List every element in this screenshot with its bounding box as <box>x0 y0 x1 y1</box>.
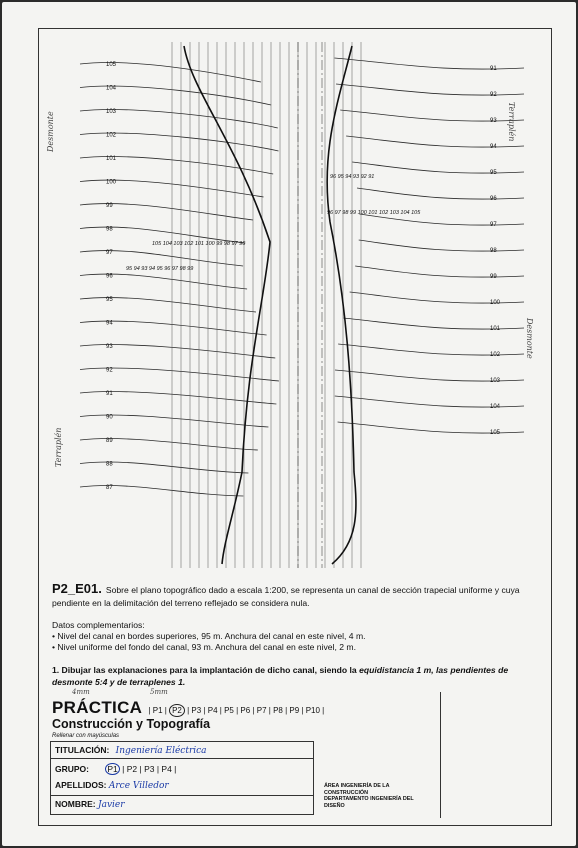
side-note-terraplen-left: Terraplén <box>54 427 63 467</box>
contour-label: 101 <box>106 156 117 162</box>
divider <box>51 758 313 759</box>
contour-label: 94 <box>490 144 497 150</box>
data-item: • Nivel del canal en bordes superiores, 95 m. Anchura del canal en este nivel, 4 m. <box>52 631 366 641</box>
contour-label: 103 <box>106 109 117 115</box>
practice-option[interactable]: P6 <box>240 706 251 715</box>
contour-label: 89 <box>106 438 113 444</box>
practice-option[interactable]: P5 <box>224 706 234 715</box>
side-note-terraplen-right: Terraplén <box>507 102 516 142</box>
contour-label: 101 <box>490 326 501 332</box>
practice-option[interactable]: P1 <box>152 706 163 715</box>
contour-labels <box>106 62 501 491</box>
grupo-option[interactable]: P3 <box>144 764 155 774</box>
contour-line <box>80 486 243 496</box>
department-block: ÁREA INGENIERÍA DE LA CONSTRUCCIÓN DEPARTAMENTO INGENIERÍA DEL DISEÑO <box>324 783 414 809</box>
titulacion-row: TITULACIÓN: Ingeniería Eléctrica <box>55 745 207 756</box>
contour-label: 91 <box>490 66 497 72</box>
contour-line <box>80 251 243 266</box>
profile-values: 105 104 103 102 101 100 99 98 97 96 <box>152 241 246 247</box>
block-divider <box>440 692 441 818</box>
contour-label: 98 <box>106 226 113 233</box>
contour-label: 92 <box>490 92 497 98</box>
contour-line <box>352 162 524 173</box>
fill-hint: Rellenar con mayúsculas <box>52 733 120 739</box>
student-form <box>50 741 314 815</box>
contour-line <box>355 266 524 277</box>
contour-label: 100 <box>106 179 117 186</box>
grupo-row: GRUPO: P1 | P2 | P3 | P4 | <box>55 764 177 774</box>
contour-label: 99 <box>106 203 113 209</box>
contour-label: 103 <box>490 378 501 384</box>
contour-label: 100 <box>490 300 501 306</box>
practice-option[interactable]: P2 <box>169 704 185 717</box>
side-note-desmonte-right: Desmonte <box>525 318 534 359</box>
grupo-options: P1 | P2 | P3 | P4 | <box>107 764 177 774</box>
contour-label: 96 <box>490 196 497 202</box>
side-note-desmonte-left: Desmonte <box>46 111 55 152</box>
handwritten-dim-1: 4mm <box>72 688 90 696</box>
task-instruction: 1. Dibujar las explanaciones para la implantación de dicho canal, siendo la equidistancia 1 m, las pendientes de desmonte 5:4 y de terraplenes 1. <box>52 665 509 687</box>
practica-title: PRÁCTICA <box>52 698 143 717</box>
contour-label: 95 <box>490 170 497 176</box>
contour-line <box>359 240 524 251</box>
grupo-option[interactable]: P1 <box>107 764 118 774</box>
canal-outline <box>184 46 356 564</box>
profile-values: 95 94 93 94 95 96 97 98 99 <box>126 266 194 272</box>
profile-values: 96 95 94 93 92 91 <box>330 174 375 180</box>
contour-label: 90 <box>106 414 113 421</box>
exercise-code: P2_E01. <box>52 581 102 596</box>
contour-label: 105 <box>490 430 501 436</box>
contour-label: 93 <box>490 118 497 124</box>
contour-label: 95 <box>106 297 113 303</box>
canal-right-edge <box>327 46 356 564</box>
nombre-value: Javier <box>97 800 125 810</box>
data-item: • Nivel uniforme del fondo del canal, 93 m. Anchura del canal en este nivel, 2 m. <box>52 642 356 652</box>
contour-label: 102 <box>106 132 117 139</box>
contour-lines <box>80 58 524 496</box>
practice-list: | P1 | P2 | P3 | P4 | P5 | P6 | P7 | P8 | P9 | P10 | <box>146 706 325 715</box>
contour-label: 91 <box>106 391 113 397</box>
contour-label: 92 <box>106 367 113 374</box>
contour-line <box>357 188 524 199</box>
contour-label: 87 <box>106 485 113 491</box>
apellidos-row: APELLIDOS: Arce Villedor <box>55 780 169 791</box>
complementary-data <box>52 620 366 653</box>
contour-label: 105 <box>106 62 117 68</box>
nombre-row: NOMBRE: Javier <box>55 799 125 810</box>
contour-label: 97 <box>490 222 497 228</box>
contour-label: 104 <box>106 85 117 92</box>
data-title: Datos complementarios: <box>52 620 145 630</box>
contour-line <box>346 136 524 147</box>
practice-header <box>52 698 324 718</box>
grupo-option[interactable]: P2 <box>126 764 138 774</box>
contour-label: 104 <box>490 404 501 410</box>
contour-label: 102 <box>490 352 501 358</box>
practice-option[interactable]: P3 <box>191 706 202 715</box>
practice-option[interactable]: P7 <box>256 706 267 715</box>
contour-label: 97 <box>106 250 113 256</box>
practice-option[interactable]: P4 <box>207 706 218 715</box>
profile-values: 96 97 98 99 100 101 102 103 104 105 <box>327 210 421 216</box>
titulacion-value: Ingeniería Eléctrica <box>115 746 207 756</box>
contour-label: 98 <box>490 248 497 254</box>
exercise-text: Sobre el plano topográfico dado a escala 1:200, se representa un canal de sección trapecial uniforme y cuya pendiente en la delimitación del terreno reflejado se considera nula. <box>52 585 520 608</box>
practice-option[interactable]: P8 <box>273 706 283 715</box>
contour-label: 93 <box>106 344 113 350</box>
exercise-statement <box>52 582 538 610</box>
contour-label: 96 <box>106 273 113 280</box>
paper-sheet <box>2 2 576 846</box>
contour-label: 88 <box>106 461 113 468</box>
handwritten-dim-2: 5mm <box>150 688 168 696</box>
practice-option[interactable]: P10 <box>305 706 320 715</box>
contour-label: 99 <box>490 274 497 280</box>
course-title: Construcción y Topografía <box>52 717 211 731</box>
contour-label: 94 <box>106 320 113 327</box>
apellidos-value: Arce Villedor <box>108 781 169 791</box>
divider <box>51 795 313 796</box>
practice-option[interactable]: P9 <box>289 706 300 715</box>
grupo-option[interactable]: P4 <box>161 764 172 774</box>
